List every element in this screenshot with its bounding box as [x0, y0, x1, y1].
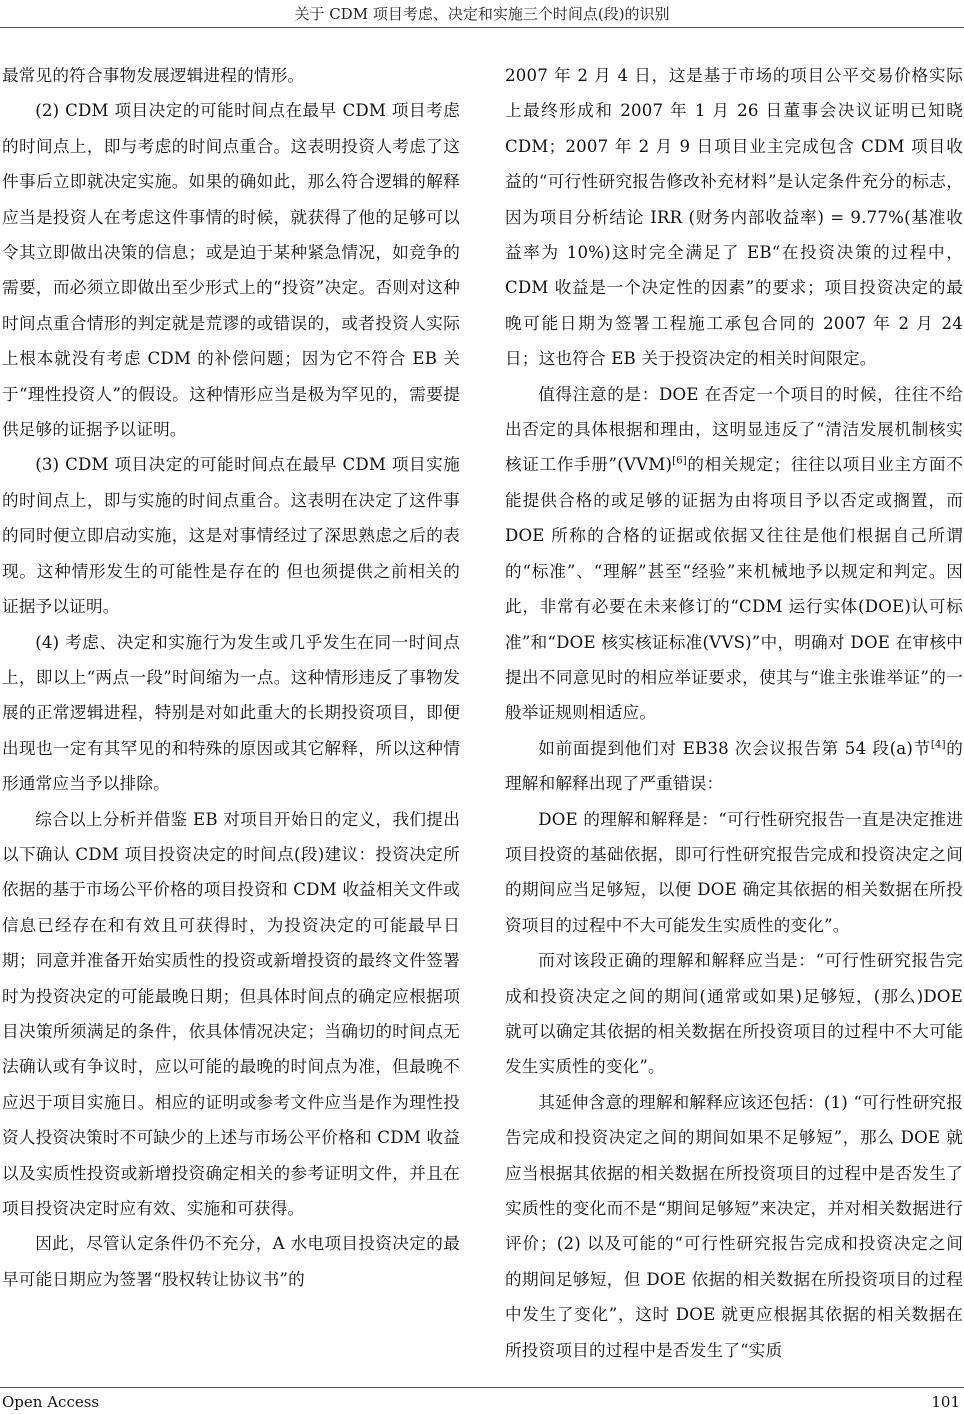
- paragraph-case-4: (4) 考虑、决定和实施行为发生或几乎发生在同一时间点上，即以上“两点一段”时间缩为一点。这种情形违反了事物发展的正常逻辑进程，特别是对如此重大的长期投资项目，即便出现也一定有其罕见的和特殊的原因或其它解释，所以这种情形通常应当予以排除。: [2, 632, 460, 794]
- paragraph-correct-interpretation: 而对该段正确的理解和解释应当是：“可行性研究报告完成和投资决定之间的期间(通常或如果)足够短，(那么)DOE 就可以确定其依据的相关数据在所投资项目的过程中不大可能发生实质性的变化”。: [505, 951, 963, 1077]
- footer-journal: Open Access: [2, 1393, 100, 1411]
- text-segment: 如前面提到他们对 EB38 次会议报告第 54 段(a)节: [538, 738, 931, 758]
- paragraph-case-3: (3) CDM 项目决定的可能时间点在最早 CDM 项目实施的时间点上，即与实施的时间点重合。这表明在决定了这件事的同时便立即启动实施，这是对事情经过了深思熟虑之后的表现。这种情形发生的可能性是存在的 但也须提供之前相关的证据予以证明。: [2, 455, 460, 617]
- paragraph-case-2: (2) CDM 项目决定的可能时间点在最早 CDM 项目考虑的时间点上，即与考虑的时间点重合。这表明投资人考虑了这件事后立即就决定实施。如果的确如此，那么符合逻辑的解释应当是投资人在考虑这件事情的时候，就获得了他的足够可以令其立即做出决策的信息；或是迫于某种紧急情况，如竞争的需要，而必须立即做出至少形式上的“投资”决定。否则对这种时间点重合情形的判定就是荒谬的或错误的，或者投资人实际上根本就没有考虑 CDM 的补偿问题；因为它不符合 EB 关于“理性投资人”的假设。这种情形应当是极为罕见的，需要提供足够的证据予以证明。: [2, 101, 460, 440]
- paragraph-continuation: 最常见的符合事物发展逻辑进程的情形。: [2, 66, 305, 85]
- citation-ref: [4]: [930, 739, 946, 751]
- paragraph-extended-interpretation: 其延伸含意的理解和解释应该还包括：(1) “可行性研究报告完成和投资决定之间的期间如果不足够短”，那么 DOE 就应当根据其依据的相关数据在所投资项目的过程中是否发生了实质性的变化而不是“期间足够短”来决定，并对相关数据进行评价；(2) 以及可能的“可行性研究报告完成和投资决定之间的期间足够短，但 DOE 依据的相关数据在所投资项目的过程中发生了变化”，这时 DOE 就更应根据其依据的相关数据在所投资项目的过程中是否发生了“实质: [505, 1092, 963, 1360]
- paragraph-conclusion: 因此，尽管认定条件仍不充分，A 水电项目投资决定的最早可能日期应为签署“股权转让协议书”的: [2, 1234, 460, 1289]
- paragraph-summary: 综合以上分析并借鉴 EB 对项目开始日的定义，我们提出以下确认 CDM 项目投资决定的时间点(段)建议：投资决定所依据的基于市场公平价格的项目投资和 CDM 收益相关文件或信息已经存在和有效且可获得时，为投资决定的可能最早日期；同意并准备开始实质性的投资或新增投资的最终文件签署时为投资决定的可能最晚日期；但具体时间点的确定应根据项目决策所须满足的条件，依具体情况决定；当确切的时间点无法确认或有争议时，应以可能的最晚的时间点为准，但最晚不应迟于项目实施日。相应的证明或参考文件应当是作为理性投资人投资决策时不可缺少的上述与市场公平价格和 CDM 收益以及实质性投资或新增投资确定相关的参考证明文件，并且在项目投资决定时应有效、实施和可获得。: [2, 809, 460, 1218]
- text-segment: 的理解和解释出现了严重错误：: [505, 738, 964, 794]
- running-header: 关于 CDM 项目考虑、决定和实施三个时间点(段)的识别: [294, 5, 670, 23]
- paragraph-doe-note: [505, 377, 963, 731]
- paragraph-dates: 2007 年 2 月 4 日，这是基于市场的项目公平交易价格实际上最终形成和 2007 年 1 月 26 日董事会决议证明已知晓 CDM；2007 年 2 月 9 日项目业主完成包含 CDM 项目收益的“可行性研究报告修改补充材料”是认定条件充分的标志，因为项目分析结论 IRR (财务内部收益率) = 9.77%(基准收益率为 10%)这时完全满足了 EB“在投资决策的过程中，CDM 收益是一个决定性的因素”的要求；项目投资决定的最晚可能日期为签署工程施工承包合同的 2007 年 2 月 24 日；这也符合 EB 关于投资决定的相关时间限定。: [505, 66, 963, 369]
- header-rule: [0, 27, 964, 28]
- page-number: 101: [931, 1393, 960, 1411]
- text-segment: 的相关规定；往往以项目业主方面不能提供合格的或足够的证据为由将项目予以否定或搁置，而 DOE 所称的合格的证据或依据又往往是他们根据自己所谓的“标准”、“理解”甚至“经验”来机械地予以规定和判定。因此，非常有必要在未来修订的“CDM 运行实体(DOE)认可标准”和“DOE 核实核证标准(VVS)”中，明确对 DOE 在审核中提出不同意见时的相应举证要求，使其与“谁主张谁举证”的一般举证规则相适应。: [505, 455, 963, 723]
- citation-ref: [6]: [672, 455, 687, 467]
- paragraph-doe-interpretation: DOE 的理解和解释是：“可行性研究报告一直是决定推进项目投资的基础依据，即可行性研究报告完成和投资决定之间的期间应当足够短，以便 DOE 确定其依据的相关数据在所投资项目的过程中不大可能发生实质性的变化”。: [505, 809, 963, 935]
- text-segment: 值得注意的是：DOE 在否定一个项目的时候，往往不给出否定的具体根据和理由，这明显违反了“清洁发展机制核实核证工作手册”(VVM): [505, 384, 963, 475]
- left-column: [2, 58, 460, 1297]
- footer-rule: [0, 1387, 964, 1388]
- right-column: [505, 58, 963, 1368]
- paragraph-eb38: [505, 731, 963, 802]
